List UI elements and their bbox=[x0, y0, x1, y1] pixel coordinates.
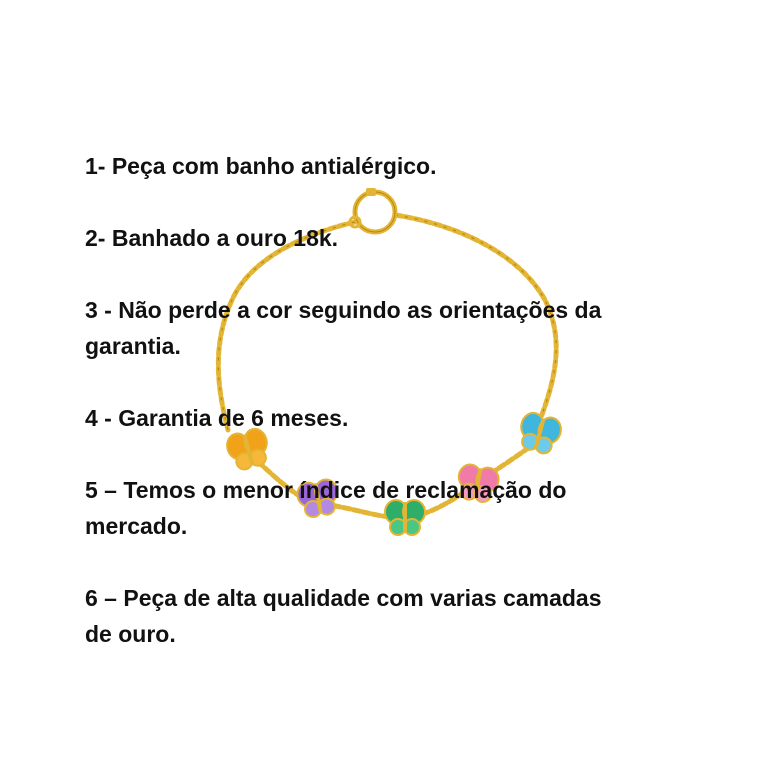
feature-1: 1- Peça com banho antialérgico. bbox=[85, 153, 437, 179]
feature-2: 2- Banhado a ouro 18k. bbox=[85, 225, 339, 251]
feature-list bbox=[85, 148, 735, 688]
feature-4: 4 - Garantia de 6 meses. bbox=[85, 405, 349, 431]
feature-3: 3 - Não perde a cor seguindo as orientações da garantia. bbox=[85, 297, 602, 359]
feature-6: 6 – Peça de alta qualidade com varias camadas de ouro. bbox=[85, 585, 602, 647]
feature-5: 5 – Temos o menor índice de reclamação do mercado. bbox=[85, 477, 567, 539]
